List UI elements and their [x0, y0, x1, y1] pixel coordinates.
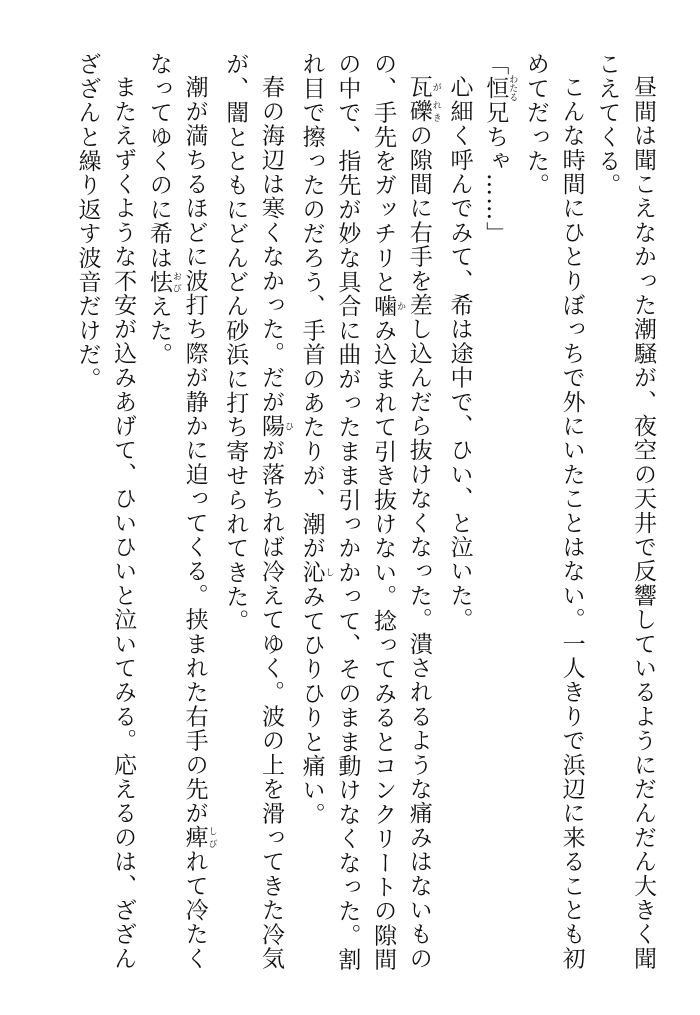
ruby-base: 噛 [370, 294, 397, 319]
ruby-annotated-kanji [181, 825, 217, 850]
ruby-base: 痺 [181, 825, 208, 850]
paragraph-hand-stuck [293, 52, 441, 982]
paragraph-alone-at-night [517, 52, 588, 982]
ruby-reading: し [323, 560, 334, 585]
ruby-base: 怯 [145, 269, 172, 295]
text-run: が落ちれば冷えてゆく。波の上を滑ってきた冷気が、闇とともにどんどん砂浜に打ち寄せられてきた。 [222, 52, 284, 971]
text-run: こんな時間にひとりぼっちで外にいたことはない。一人きりで浜辺に来ることも初めてだった。 [522, 52, 585, 971]
ruby-reading: わたる [507, 74, 518, 102]
text-run: 兄ちゃ……」 [482, 100, 509, 246]
text-run: またえずくような不安が込みあげて、ひいひいと泣いてみる。応えるのは、ざざんざざんと繰り返す波音だけだ。 [74, 52, 137, 971]
text-run: 潮が満ちるほどに波打ち際が静かに迫ってくる。挟まれた右手の先が [181, 75, 208, 826]
text-run: 昼間は聞こえなかった潮騒が、夜空の天井で反響しているようにだんだん大きく聞こえてくる。 [594, 52, 656, 971]
text-run: 「 [482, 52, 509, 77]
paragraph-nozomi-cries [441, 52, 477, 982]
paragraph-tide-sound [589, 52, 660, 982]
ruby-annotated-kanji [257, 413, 293, 439]
text-run: 春の海辺は寒くなかった。だが [257, 75, 284, 414]
ruby-reading: か [395, 294, 406, 319]
text-run: の隙間に右手を差し込んだら抜けなくなった。潰されるような痛みはないものの、手先をガッチリと [370, 52, 432, 971]
text-run: みてひりひりと痛い。 [298, 584, 325, 827]
paragraph-spring-beach [217, 52, 293, 982]
ruby-annotated-kanji [298, 560, 334, 585]
text-run: 心細く呼んでみて、希は途中で、ひい、と泣いた。 [446, 75, 473, 632]
ruby-reading: おび [170, 269, 181, 295]
ruby-reading: ひ [282, 413, 293, 438]
text-run: み込まれて引き抜けない。捻ってみるとコンクリートの隙間の中で、指先が妙な具合に曲がったまま引っかかって、そのまま動けなくなった。割れ目で擦ったのだろう、手首のあたりが、潮が [298, 52, 397, 972]
ruby-reading: しび [206, 825, 217, 850]
paragraph-tide-rising [140, 52, 216, 982]
text-run: れて冷たくなってゆくのに希は [145, 52, 208, 971]
paragraph-waves-answer [69, 52, 140, 982]
text-run: えた。 [145, 294, 172, 367]
ruby-base: 瓦 [405, 75, 432, 100]
ruby-base: 礫 [405, 99, 432, 124]
ruby-annotated-kanji [405, 75, 441, 100]
ruby-base: 陽 [257, 413, 284, 439]
ruby-annotated-kanji [482, 74, 518, 102]
ruby-reading: が [430, 75, 441, 100]
ruby-annotated-kanji [405, 99, 441, 124]
ruby-annotated-kanji [145, 269, 181, 295]
ruby-annotated-kanji [370, 294, 406, 319]
ruby-base: 恒 [482, 74, 509, 102]
dialogue-calling-brother [476, 52, 517, 982]
vertical-text-page [30, 52, 660, 982]
ruby-reading: れき [430, 99, 441, 124]
ruby-base: 沁 [298, 560, 325, 585]
